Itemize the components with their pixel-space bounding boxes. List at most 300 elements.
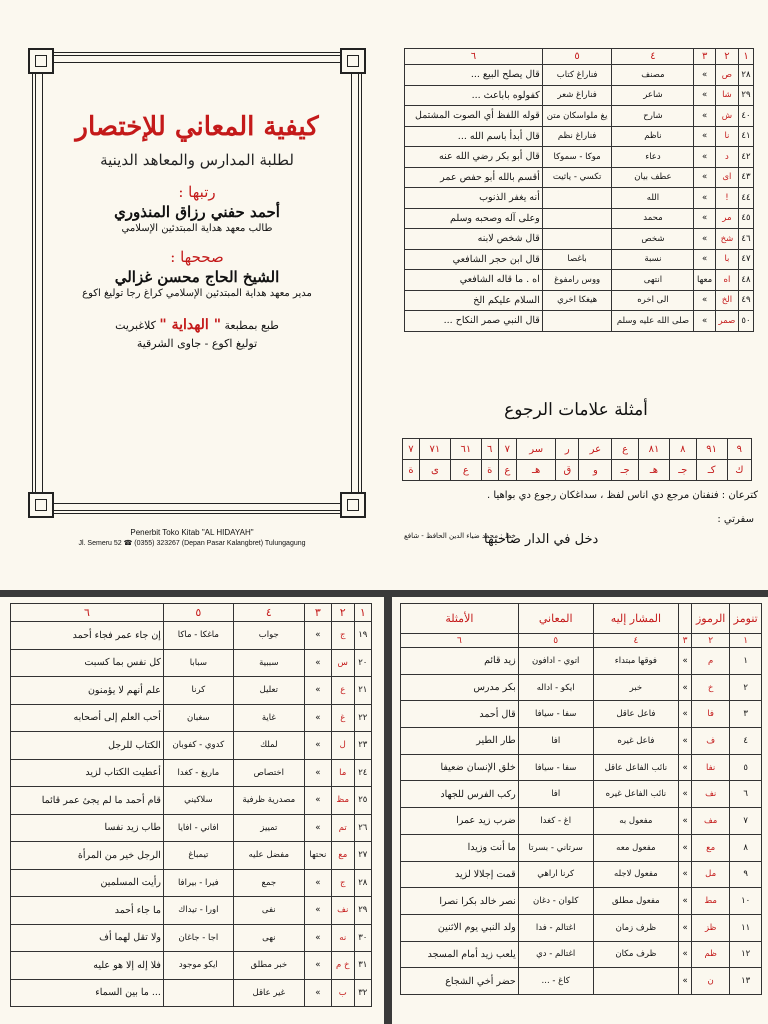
meaning-cell: افاني - افايا — [163, 814, 233, 842]
row-number: ٢٤ — [354, 759, 371, 787]
table-row — [405, 229, 754, 250]
term-cell: جمع — [233, 869, 304, 897]
ruju-mark: ٩١ — [696, 439, 727, 460]
printer-line — [50, 317, 344, 333]
abbreviation-symbol: ع — [331, 677, 354, 705]
meaning-cell — [542, 208, 612, 229]
term-cell — [593, 808, 678, 835]
row-number: ١٠ — [730, 888, 762, 915]
term-text: ظرف مكان — [615, 949, 657, 960]
footer-publisher: Penerbit Toko Kitab "AL HIDAYAH" — [130, 528, 254, 537]
ditto-mark: معها — [694, 270, 715, 291]
example-cell: رأيت المسلمين — [11, 869, 164, 897]
row-number: ٤٢ — [739, 147, 754, 168]
abbreviation-symbol: خ — [691, 674, 729, 701]
abbreviation-symbol: اه — [715, 270, 738, 291]
table-row — [405, 147, 754, 168]
example-cell: طار الطير — [401, 728, 519, 755]
term-cell: نهى — [233, 924, 304, 952]
page-top-right — [384, 0, 768, 590]
term-text: فاعل غيره — [617, 735, 655, 746]
abbreviation-symbol: ج — [331, 869, 354, 897]
column-title: المعاني — [518, 604, 593, 634]
row-number: ٢٨ — [354, 869, 371, 897]
meaning-cell: سبابا — [163, 649, 233, 677]
term-cell: الله — [612, 188, 694, 209]
row-number: ١١ — [730, 914, 762, 941]
abbreviation-symbol: ص — [715, 65, 738, 86]
abbreviation-symbol: ظم — [691, 941, 729, 968]
corrector-name: الشيخ الحاج محسن غزالي — [114, 268, 280, 287]
table-row — [405, 249, 754, 270]
table-row — [401, 648, 762, 675]
ruju-mark: جـ — [612, 460, 639, 481]
ruju-mark: ٦١ — [450, 439, 481, 460]
title-page — [0, 0, 384, 590]
term-cell — [593, 728, 678, 755]
printed-location: كلاغبريت — [115, 319, 156, 333]
ditto-mark: » — [694, 311, 715, 332]
example-cell: الرجل خير من المرأة — [11, 842, 164, 870]
meaning-cell: ايكو - اداله — [518, 674, 593, 701]
row-number: ٩ — [730, 861, 762, 888]
abbreviation-symbol: مع — [691, 834, 729, 861]
ditto-mark: » — [304, 952, 331, 980]
column-title: الرموز — [691, 604, 729, 634]
abbreviation-symbol: ب — [331, 979, 354, 1007]
term-text: مفعول لاجله — [614, 869, 658, 880]
ditto-mark: » — [304, 732, 331, 760]
term-cell: شخص — [612, 229, 694, 250]
term-cell — [593, 781, 678, 808]
meaning-cell: اورا - تيداك — [163, 897, 233, 925]
term-cell: غاية — [233, 704, 304, 732]
example-cell: نصر خالد بكرا نصرا — [401, 888, 519, 915]
example-cell: قام أحمد ما لم يجئ عمر قائما — [11, 787, 164, 815]
row-number: ٢٧ — [354, 842, 371, 870]
example-cell: ولد النبي يوم الاثنين — [401, 914, 519, 941]
corrector-role: مدير معهد هداية المبتدئين الإسلامي كراغ رجا توليغ اكوع — [82, 288, 312, 300]
meaning-cell: سغبان — [163, 704, 233, 732]
table-row — [11, 842, 372, 870]
term-cell: عطف بيان — [612, 167, 694, 188]
term-text: نائب الفاعل عاقل — [604, 762, 668, 773]
meaning-cell: كرنا اراهي — [518, 861, 593, 888]
table-row — [11, 649, 372, 677]
abbreviation-symbol: م — [691, 648, 729, 675]
abbreviation-symbol: ما — [331, 759, 354, 787]
meaning-cell: سفا - سيافا — [518, 701, 593, 728]
term-text: ظرف زمان — [615, 922, 657, 933]
row-number: ٣٢ — [354, 979, 371, 1007]
example-cell: قال أبدأ باسم الله ... — [405, 126, 543, 147]
table-row — [405, 270, 754, 291]
meaning-cell — [163, 979, 233, 1007]
abbreviation-symbol: د — [715, 147, 738, 168]
ruju-mark: هـ — [517, 460, 556, 481]
marks-row — [403, 439, 752, 460]
corrector-label: صححها : — [170, 248, 224, 267]
example-cell: فلا إله إلا هو عليه — [11, 952, 164, 980]
table-row — [401, 834, 762, 861]
meaning-cell: اغتالم - فدا — [518, 914, 593, 941]
ditto-mark: » — [304, 924, 331, 952]
table-row — [405, 65, 754, 86]
ditto-mark: » — [679, 861, 692, 888]
term-cell: سببية — [233, 649, 304, 677]
meaning-cell: فناراغ شعر — [542, 85, 612, 106]
meaning-cell: تيمباغ — [163, 842, 233, 870]
ditto-mark: » — [679, 728, 692, 755]
abbreviation-symbol: ن — [691, 968, 729, 995]
book-subtitle: لطلبة المدارس والمعاهد الدينية — [100, 151, 294, 170]
row-number: ٢٩ — [354, 897, 371, 925]
row-number: ١٢ — [730, 941, 762, 968]
example-sentence: دخل في الدار صاحبها — [484, 532, 599, 547]
abbreviation-symbol: مف — [691, 808, 729, 835]
example-cell: وعلى آله وصحبه وسلم — [405, 208, 543, 229]
row-number: ٢٨ — [739, 65, 754, 86]
abbreviation-symbol: نه — [331, 924, 354, 952]
example-cell: قال أحمد — [401, 701, 519, 728]
row-number: ٤٧ — [739, 249, 754, 270]
table-number-row — [401, 634, 762, 648]
ditto-mark: » — [694, 106, 715, 127]
term-cell — [593, 968, 678, 995]
table-row — [401, 968, 762, 995]
ditto-mark: » — [679, 941, 692, 968]
ditto-mark: » — [304, 677, 331, 705]
example-cell: قوله اللفظ أي الصوت المشتمل — [405, 106, 543, 127]
row-number: ٤٥ — [739, 208, 754, 229]
table-row — [11, 704, 372, 732]
table-title-row — [401, 604, 762, 634]
abbreviation-symbol: نف — [331, 897, 354, 925]
column-header: ٢ — [331, 604, 354, 622]
abbreviation-symbol: مظ — [331, 787, 354, 815]
example-cell: ... ما بين السماء — [11, 979, 164, 1007]
example-cell: يلعب زيد أمام المسجد — [401, 941, 519, 968]
column-header: ٥ — [163, 604, 233, 622]
column-number: ٦ — [401, 634, 519, 648]
meaning-cell: افا — [518, 781, 593, 808]
abbreviation-symbol: ج — [331, 622, 354, 650]
table-row — [405, 208, 754, 229]
abbreviation-table-start — [400, 603, 762, 995]
table-row — [401, 728, 762, 755]
abbreviation-symbol: اى — [715, 167, 738, 188]
signature: خط : محمد ضياء الدين الحافظ - شافع — [404, 532, 516, 540]
abbreviation-symbol: تم — [331, 814, 354, 842]
ditto-mark: » — [694, 249, 715, 270]
abbreviation-symbol: مط — [691, 888, 729, 915]
table-row — [11, 952, 372, 980]
example-cell: خلق الإنسان ضعيفا — [401, 754, 519, 781]
ruju-mark: ع — [450, 460, 481, 481]
table-row — [405, 311, 754, 332]
abbreviation-symbol: نف — [691, 781, 729, 808]
example-cell: أحب العلم إلى أصحابه — [11, 704, 164, 732]
ditto-mark: » — [679, 914, 692, 941]
table-row — [11, 677, 372, 705]
abbreviation-symbol: نفا — [691, 754, 729, 781]
example-cell: أقسم بالله أبو حفص عمر — [405, 167, 543, 188]
example-cell: قال النبي صمر النكاح ... — [405, 311, 543, 332]
meaning-cell: اغتالم - دي — [518, 941, 593, 968]
column-header: ٥ — [542, 49, 612, 65]
ornamental-frame — [32, 52, 362, 514]
ditto-mark: » — [304, 649, 331, 677]
meaning-cell: ماغكا - ماكا — [163, 622, 233, 650]
row-number: ٢٦ — [354, 814, 371, 842]
marks-row — [403, 460, 752, 481]
example-cell: أعطيت الكتاب لزيد — [11, 759, 164, 787]
row-number: ٤ — [730, 728, 762, 755]
ditto-mark: » — [304, 869, 331, 897]
term-cell: جواب — [233, 622, 304, 650]
abbreviation-symbol: ف — [691, 728, 729, 755]
term-cell — [593, 941, 678, 968]
example-cell: السلام عليكم الخ — [405, 290, 543, 311]
note-line: كترعان : فنفنان مرجع دي اناس لفظ ، سداغكان رجوع دي بواهيا . — [487, 490, 758, 501]
term-cell: دعاء — [612, 147, 694, 168]
table-row — [11, 897, 372, 925]
ditto-mark: » — [694, 147, 715, 168]
meaning-cell: موكا - سموكا — [542, 147, 612, 168]
row-number: ٣١ — [354, 952, 371, 980]
ruju-mark: ق — [556, 460, 579, 481]
term-cell — [593, 648, 678, 675]
author-name: أحمد حفني رزاق المنذوري — [114, 203, 280, 222]
ditto-mark: » — [679, 648, 692, 675]
abbreviation-table-continued — [404, 48, 754, 332]
example-cell: ركب الفرس للجهاد — [401, 781, 519, 808]
ruju-mark: ى — [419, 460, 450, 481]
ditto-mark: » — [694, 65, 715, 86]
ditto-mark: » — [679, 701, 692, 728]
abbreviation-symbol: ل — [331, 732, 354, 760]
term-cell: غير عاقل — [233, 979, 304, 1007]
ditto-mark: » — [694, 290, 715, 311]
row-number: ١٣ — [730, 968, 762, 995]
term-cell: مصدرية ظرفية — [233, 787, 304, 815]
meaning-cell: يغ ملواسكان متن — [542, 106, 612, 127]
row-number: ١ — [730, 648, 762, 675]
page-bottom-left — [0, 597, 384, 1024]
table-row — [405, 106, 754, 127]
column-title-empty — [679, 604, 692, 634]
meaning-cell: اتوي - ادافون — [518, 648, 593, 675]
table-row — [401, 941, 762, 968]
ditto-mark: » — [304, 897, 331, 925]
ditto-mark: » — [679, 834, 692, 861]
meaning-cell: سلاكيني — [163, 787, 233, 815]
ditto-mark: » — [304, 814, 331, 842]
meaning-cell: ايكو موجود — [163, 952, 233, 980]
row-number: ٤٣ — [739, 167, 754, 188]
meaning-cell: اجا - جاغان — [163, 924, 233, 952]
publisher-footer — [0, 528, 384, 547]
term-cell — [593, 861, 678, 888]
ditto-mark: » — [304, 704, 331, 732]
footer-address: Jl. Semeru 52 ☎ (0355) 323267 (Depan Pasar Kalangbret) Tulungagung — [78, 540, 306, 547]
column-header: ٤ — [612, 49, 694, 65]
ditto-mark: » — [694, 229, 715, 250]
ditto-mark: » — [304, 622, 331, 650]
row-number: ٦ — [730, 781, 762, 808]
ruju-mark: هـ — [639, 460, 670, 481]
author-label: رتبها : — [178, 183, 216, 202]
column-header: ٤ — [233, 604, 304, 622]
term-cell — [593, 701, 678, 728]
ruju-mark: ة — [481, 460, 498, 481]
ditto-mark: » — [304, 759, 331, 787]
ditto-mark: » — [304, 979, 331, 1007]
term-cell: خبر مطلق — [233, 952, 304, 980]
term-cell: مفضل عليه — [233, 842, 304, 870]
example-cell: أنه يغفر الذنوب — [405, 188, 543, 209]
meaning-cell: كاغ - ... — [518, 968, 593, 995]
table-row — [401, 808, 762, 835]
ruju-mark: ع — [612, 439, 639, 460]
meaning-cell: سرتاني - بسرتا — [518, 834, 593, 861]
row-number: ٤١ — [739, 126, 754, 147]
row-number: ٧ — [730, 808, 762, 835]
column-number: ١ — [730, 634, 762, 648]
ruju-mark: ر — [556, 439, 579, 460]
example-cell: ولا تقل لهما أف — [11, 924, 164, 952]
column-title: تنومز — [730, 604, 762, 634]
term-cell: شارح — [612, 106, 694, 127]
term-cell: لملك — [233, 732, 304, 760]
example-cell: طاب زيد نفسا — [11, 814, 164, 842]
table-header-row — [405, 49, 754, 65]
abbreviation-symbol: ظز — [691, 914, 729, 941]
ruju-mark: ٧١ — [419, 439, 450, 460]
abbreviation-symbol: خ م — [331, 952, 354, 980]
abbreviation-symbol: مر — [715, 208, 738, 229]
ditto-mark: نحتها — [304, 842, 331, 870]
printed-by: طبع بمطبعة — [224, 319, 279, 333]
row-number: ٨ — [730, 834, 762, 861]
abbreviation-symbol: ش — [715, 106, 738, 127]
term-text: فاعل عاقل — [616, 709, 656, 720]
meaning-cell — [542, 311, 612, 332]
term-cell: نفى — [233, 897, 304, 925]
term-text: مفعول معه — [616, 842, 656, 853]
ditto-mark: » — [679, 968, 692, 995]
ditto-mark: » — [694, 188, 715, 209]
example-cell: قال يصلح البيع ... — [405, 65, 543, 86]
ruju-mark: ة — [403, 460, 420, 481]
table-row — [405, 167, 754, 188]
abbreviation-symbol: شا — [715, 85, 738, 106]
term-text: نائب الفاعل غيره — [605, 789, 667, 800]
column-number: ٥ — [518, 634, 593, 648]
column-number: ٣ — [679, 634, 692, 648]
term-cell — [593, 834, 678, 861]
meaning-cell: سفا - سيافا — [518, 754, 593, 781]
table-row — [401, 781, 762, 808]
ditto-mark: » — [694, 208, 715, 229]
table-row — [405, 85, 754, 106]
row-number: ٢٩ — [739, 85, 754, 106]
abbreviation-symbol: الخ — [715, 290, 738, 311]
row-number: ٢١ — [354, 677, 371, 705]
ruju-mark: ٧ — [403, 439, 420, 460]
meaning-cell: ماريغ - كغدا — [163, 759, 233, 787]
ruju-mark: ٩ — [727, 439, 751, 460]
ruju-mark: و — [579, 460, 612, 481]
example-cell: قال أبو بكر رضي الله عنه — [405, 147, 543, 168]
ditto-mark: » — [679, 781, 692, 808]
term-text: مفعول مطلق — [612, 896, 660, 907]
term-cell: ناظم — [612, 126, 694, 147]
ruju-mark: عر — [579, 439, 612, 460]
abbreviation-symbol: مل — [691, 861, 729, 888]
meaning-cell: هيغكا اخري — [542, 290, 612, 311]
abbreviation-symbol: صمر — [715, 311, 738, 332]
column-header: ٣ — [304, 604, 331, 622]
abbreviation-symbol: ! — [715, 188, 738, 209]
term-cell — [593, 674, 678, 701]
meaning-cell: افا — [518, 728, 593, 755]
column-header: ٦ — [11, 604, 164, 622]
row-number: ٥٠ — [739, 311, 754, 332]
abbreviation-symbol: فا — [691, 701, 729, 728]
row-number: ٤٦ — [739, 229, 754, 250]
example-cell: كفولوه باباعث ... — [405, 85, 543, 106]
table-row — [11, 787, 372, 815]
row-number: ٢٥ — [354, 787, 371, 815]
ruju-mark: ٧ — [498, 439, 516, 460]
meaning-cell: اغ - كغدا — [518, 808, 593, 835]
row-number: ٣ — [730, 701, 762, 728]
example-cell: اه . ما قاله الشافعي — [405, 270, 543, 291]
term-cell: شاعر — [612, 85, 694, 106]
term-text: خبر — [629, 682, 643, 693]
row-number: ٤٤ — [739, 188, 754, 209]
row-number: ٤٩ — [739, 290, 754, 311]
abbreviation-symbol: با — [715, 249, 738, 270]
column-header: ٦ — [405, 49, 543, 65]
ditto-mark: » — [679, 754, 692, 781]
ruju-mark: ٨ — [669, 439, 696, 460]
example-cell: إن جاء عمر فجاء أحمد — [11, 622, 164, 650]
ditto-mark: » — [694, 85, 715, 106]
term-cell — [593, 914, 678, 941]
table-row — [401, 914, 762, 941]
row-number: ٢ — [730, 674, 762, 701]
example-cell: بكر مدرس — [401, 674, 519, 701]
table-row — [401, 754, 762, 781]
table-row — [401, 701, 762, 728]
example-cell: الكتاب للرجل — [11, 732, 164, 760]
meaning-cell: فناراغ نظم — [542, 126, 612, 147]
term-text: مفعول به — [619, 815, 653, 826]
ruju-mark: ع — [498, 460, 516, 481]
row-number: ٢٣ — [354, 732, 371, 760]
ditto-mark: » — [679, 888, 692, 915]
ruju-mark: جـ — [669, 460, 696, 481]
table-row — [11, 732, 372, 760]
term-cell: تعليل — [233, 677, 304, 705]
ditto-mark: » — [679, 808, 692, 835]
meaning-cell: تكسي - ياثيت — [542, 167, 612, 188]
table-row — [405, 290, 754, 311]
meaning-cell: ووس رامفوغ — [542, 270, 612, 291]
example-cell: كل نفس بما كسبت — [11, 649, 164, 677]
